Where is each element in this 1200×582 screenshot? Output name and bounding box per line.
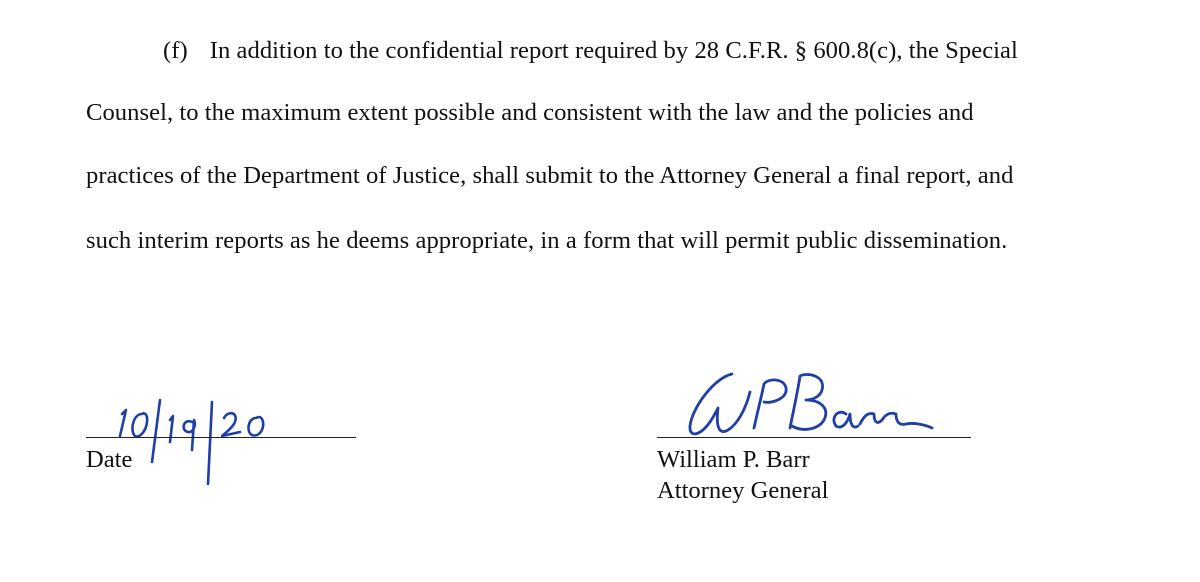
date-signature-line	[86, 437, 356, 438]
signer-name: William P. Barr	[657, 446, 810, 473]
paragraph-line-1-text: In addition to the confidential report required by 28 C.F.R. § 600.8(c), the Special	[209, 37, 1018, 64]
paragraph-line-2: Counsel, to the maximum extent possible and consistent with the law and the policies and	[86, 99, 974, 126]
paragraph-line-4: such interim reports as he deems appropriate, in a form that will permit public dissemination.	[86, 227, 1008, 254]
date-label: Date	[86, 446, 133, 473]
signature-line	[657, 437, 971, 438]
paragraph-line-1	[163, 36, 1018, 66]
paragraph-label: (f)	[163, 37, 188, 64]
signer-title: Attorney General	[657, 477, 829, 504]
handwritten-date	[100, 392, 300, 492]
cutoff-text-line	[86, 0, 946, 8]
paragraph-line-3: practices of the Department of Justice, shall submit to the Attorney General a final report, and	[86, 162, 1014, 189]
